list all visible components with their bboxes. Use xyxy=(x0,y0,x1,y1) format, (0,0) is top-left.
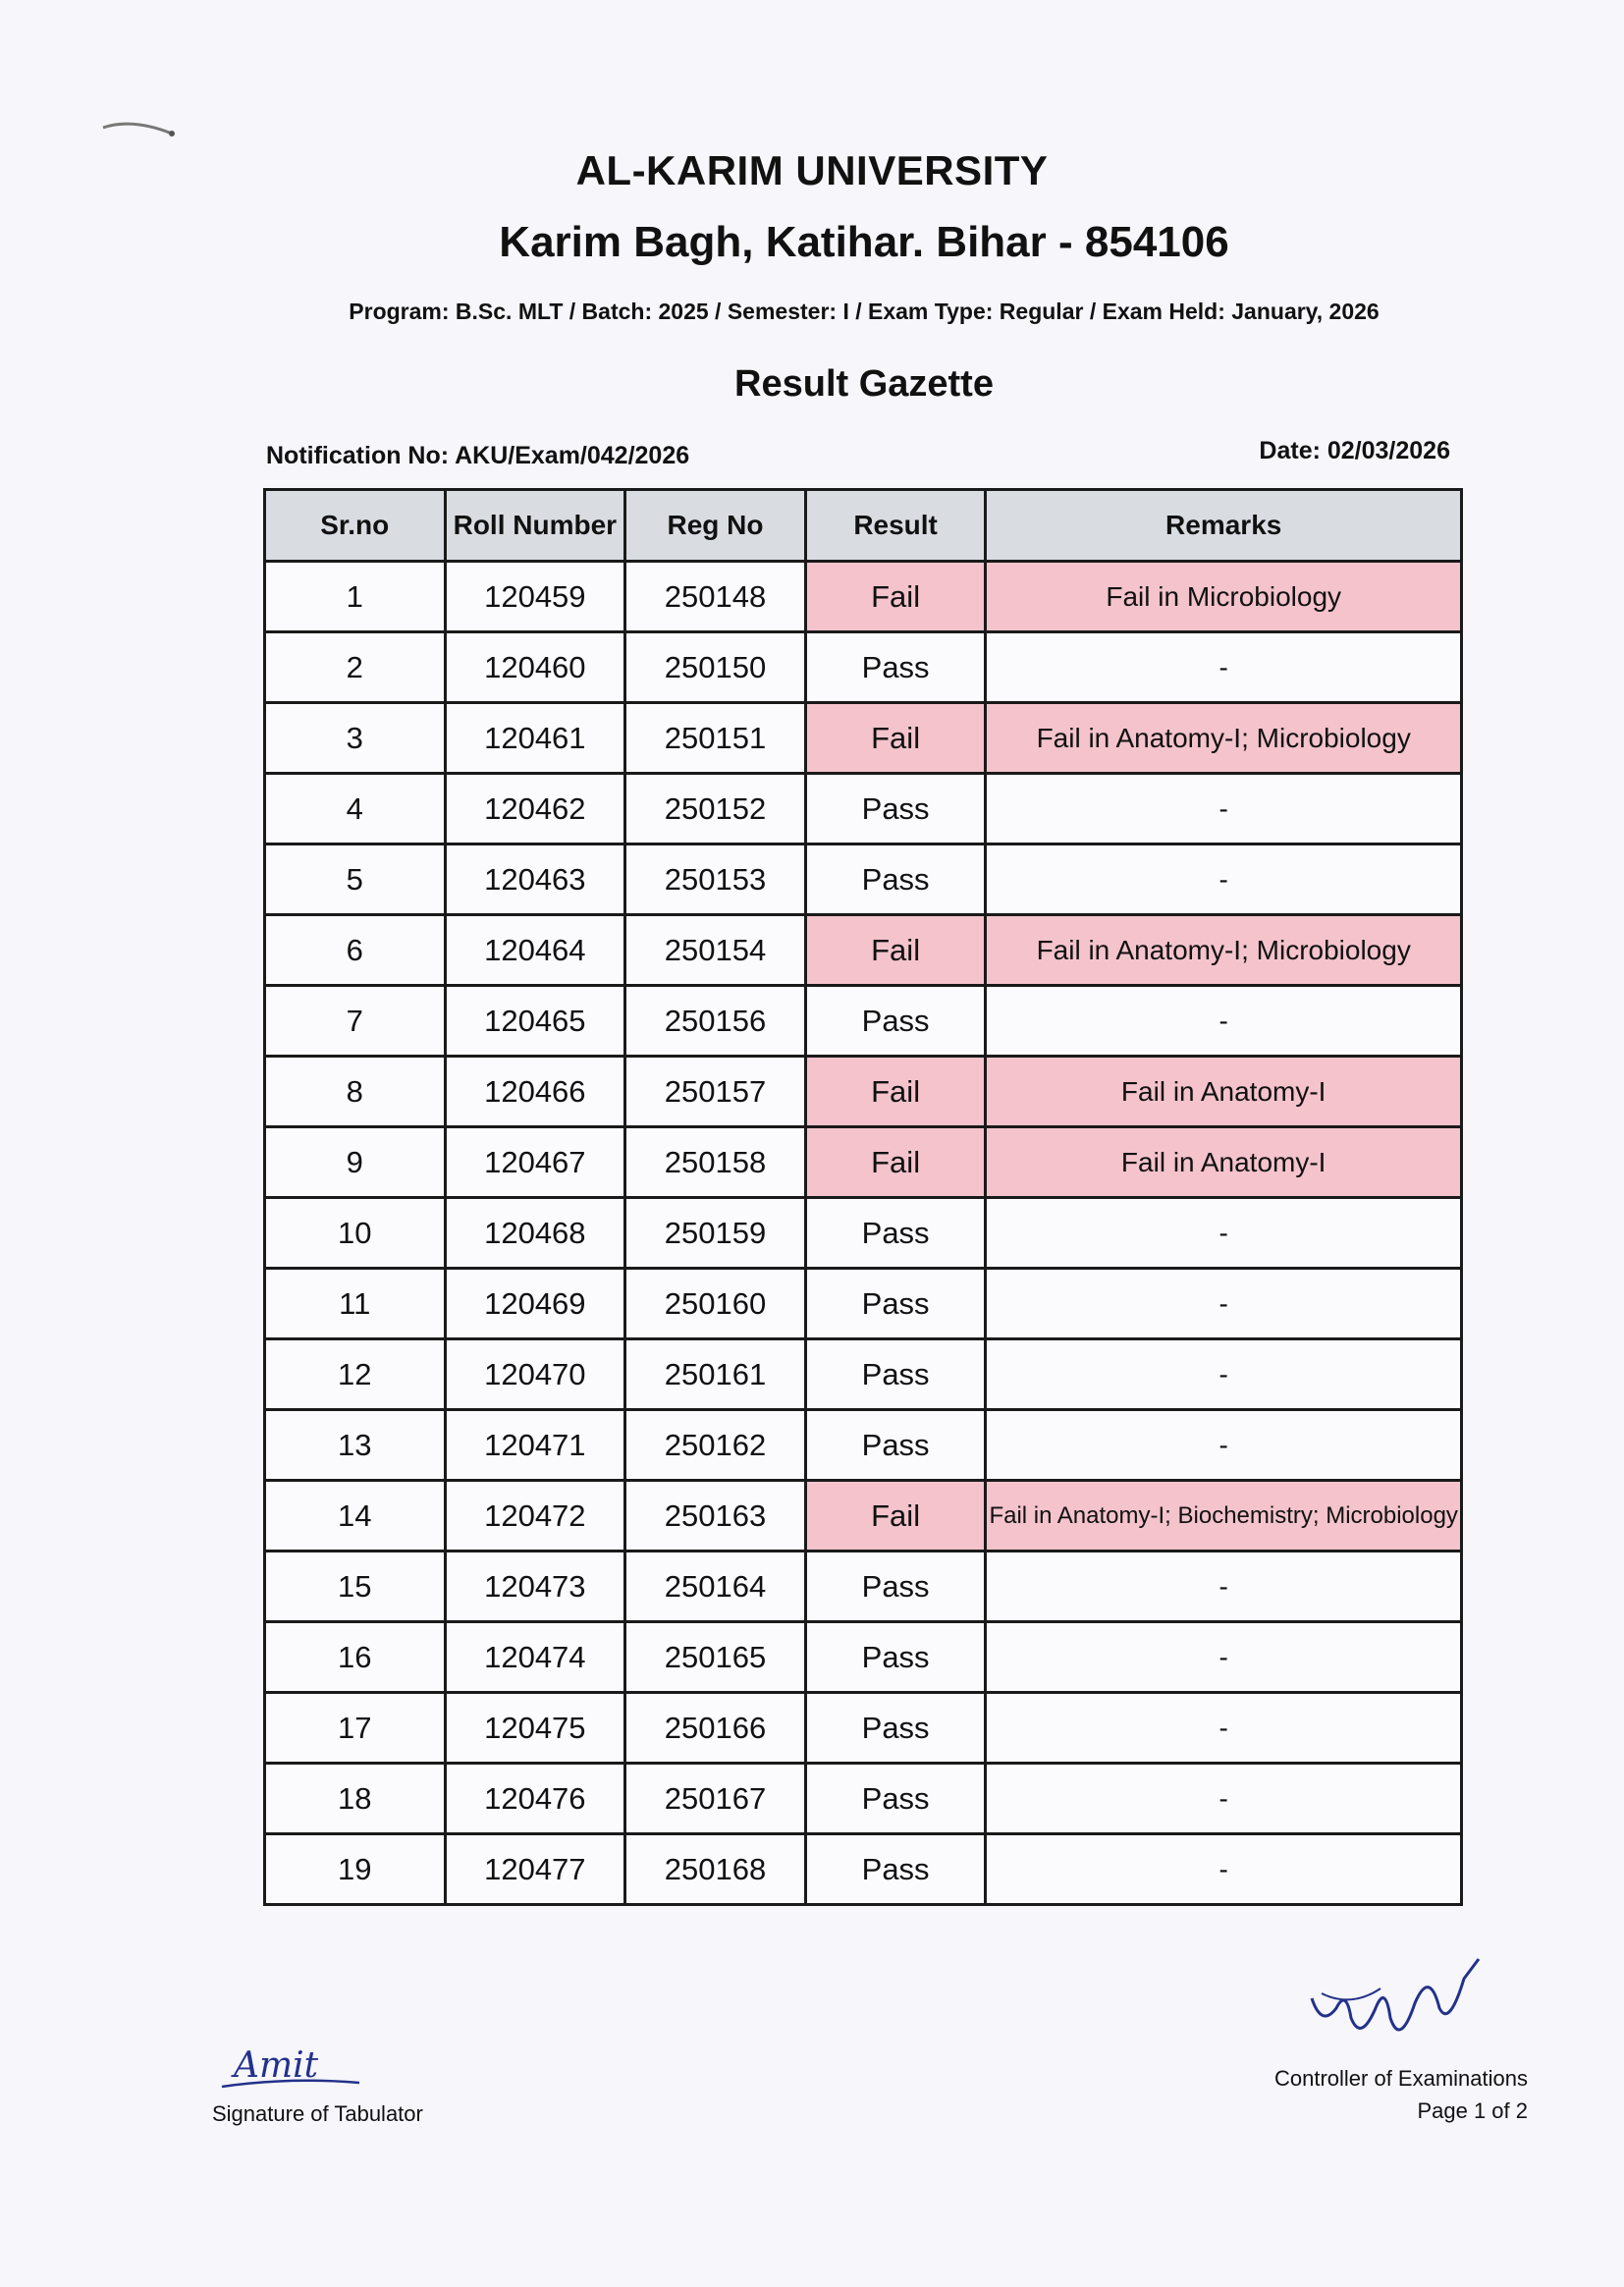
cell-remarks: Fail in Anatomy-I; Biochemistry; Microbiology xyxy=(986,1481,1462,1552)
cell-sr-no: 11 xyxy=(265,1269,446,1339)
cell-result: Pass xyxy=(805,774,986,844)
column-header-remarks: Remarks xyxy=(986,490,1462,562)
table-header-row xyxy=(265,490,1462,562)
cell-remarks: - xyxy=(986,1622,1462,1693)
cell-sr-no: 12 xyxy=(265,1339,446,1410)
cell-sr-no: 16 xyxy=(265,1622,446,1693)
cell-roll-number: 120473 xyxy=(445,1552,625,1622)
cell-result: Pass xyxy=(805,1269,986,1339)
table-row xyxy=(265,774,1462,844)
table-row xyxy=(265,632,1462,703)
cell-sr-no: 5 xyxy=(265,844,446,915)
column-header-reg-no: Reg No xyxy=(625,490,806,562)
table-row xyxy=(265,1622,1462,1693)
cell-roll-number: 120469 xyxy=(445,1269,625,1339)
cell-roll-number: 120471 xyxy=(445,1410,625,1481)
staple-mark-icon xyxy=(93,108,191,147)
table-row xyxy=(265,703,1462,774)
cell-roll-number: 120475 xyxy=(445,1693,625,1764)
controller-signature-block xyxy=(1274,1949,1528,2127)
cell-reg-no: 250167 xyxy=(625,1764,806,1834)
notification-number: Notification No: AKU/Exam/042/2026 xyxy=(266,442,690,469)
table-row xyxy=(265,844,1462,915)
cell-reg-no: 250157 xyxy=(625,1057,806,1127)
cell-reg-no: 250160 xyxy=(625,1269,806,1339)
cell-result: Fail xyxy=(805,1481,986,1552)
cell-reg-no: 250163 xyxy=(625,1481,806,1552)
cell-roll-number: 120476 xyxy=(445,1764,625,1834)
tabulator-signature-block xyxy=(212,2038,423,2127)
document-title: Result Gazette xyxy=(734,363,994,405)
cell-result: Fail xyxy=(805,1127,986,1198)
cell-remarks: Fail in Microbiology xyxy=(986,562,1462,632)
cell-sr-no: 14 xyxy=(265,1481,446,1552)
cell-reg-no: 250150 xyxy=(625,632,806,703)
tabulator-signature xyxy=(212,2038,369,2093)
cell-roll-number: 120461 xyxy=(445,703,625,774)
cell-result: Pass xyxy=(805,1693,986,1764)
cell-reg-no: 250159 xyxy=(625,1198,806,1269)
cell-result: Fail xyxy=(805,915,986,986)
cell-remarks: Fail in Anatomy-I; Microbiology xyxy=(986,915,1462,986)
table-row xyxy=(265,1057,1462,1127)
column-header-result: Result xyxy=(805,490,986,562)
svg-text:Amit: Amit xyxy=(234,2045,319,2086)
table-row xyxy=(265,1693,1462,1764)
cell-sr-no: 6 xyxy=(265,915,446,986)
cell-roll-number: 120463 xyxy=(445,844,625,915)
page-number: Page 1 of 2 xyxy=(1417,2098,1528,2123)
program-details: Program: B.Sc. MLT / Batch: 2025 / Semester: I / Exam Type: Regular / Exam Held: January, 2026 xyxy=(349,299,1380,324)
cell-roll-number: 120459 xyxy=(445,562,625,632)
cell-result: Pass xyxy=(805,1339,986,1410)
table-row xyxy=(265,1198,1462,1269)
university-address: Karim Bagh, Katihar. Bihar - 854106 xyxy=(499,218,1229,266)
cell-roll-number: 120462 xyxy=(445,774,625,844)
cell-sr-no: 19 xyxy=(265,1834,446,1905)
cell-result: Pass xyxy=(805,1552,986,1622)
table-row xyxy=(265,986,1462,1057)
cell-sr-no: 3 xyxy=(265,703,446,774)
cell-remarks: - xyxy=(986,1834,1462,1905)
university-name: AL-KARIM UNIVERSITY xyxy=(575,147,1049,193)
table-row xyxy=(265,1834,1462,1905)
cell-remarks: - xyxy=(986,844,1462,915)
cell-result: Pass xyxy=(805,844,986,915)
cell-sr-no: 4 xyxy=(265,774,446,844)
cell-result: Fail xyxy=(805,1057,986,1127)
cell-remarks: - xyxy=(986,1693,1462,1764)
cell-sr-no: 17 xyxy=(265,1693,446,1764)
cell-sr-no: 10 xyxy=(265,1198,446,1269)
cell-remarks: - xyxy=(986,1552,1462,1622)
cell-reg-no: 250151 xyxy=(625,703,806,774)
cell-roll-number: 120464 xyxy=(445,915,625,986)
cell-roll-number: 120467 xyxy=(445,1127,625,1198)
cell-reg-no: 250166 xyxy=(625,1693,806,1764)
cell-remarks: Fail in Anatomy-I; Microbiology xyxy=(986,703,1462,774)
cell-reg-no: 250153 xyxy=(625,844,806,915)
results-table xyxy=(263,488,1463,1906)
cell-remarks: - xyxy=(986,1764,1462,1834)
cell-roll-number: 120468 xyxy=(445,1198,625,1269)
cell-reg-no: 250148 xyxy=(625,562,806,632)
cell-roll-number: 120470 xyxy=(445,1339,625,1410)
cell-result: Pass xyxy=(805,986,986,1057)
table-row xyxy=(265,1127,1462,1198)
cell-remarks: - xyxy=(986,986,1462,1057)
table-row xyxy=(265,562,1462,632)
cell-result: Pass xyxy=(805,1764,986,1834)
cell-reg-no: 250168 xyxy=(625,1834,806,1905)
document-date: Date: 02/03/2026 xyxy=(1259,437,1450,464)
cell-remarks: - xyxy=(986,1339,1462,1410)
table-row xyxy=(265,1410,1462,1481)
cell-remarks: Fail in Anatomy-I xyxy=(986,1057,1462,1127)
cell-remarks: - xyxy=(986,1269,1462,1339)
cell-result: Pass xyxy=(805,1834,986,1905)
table-row xyxy=(265,915,1462,986)
cell-roll-number: 120460 xyxy=(445,632,625,703)
cell-sr-no: 7 xyxy=(265,986,446,1057)
cell-reg-no: 250154 xyxy=(625,915,806,986)
cell-sr-no: 8 xyxy=(265,1057,446,1127)
cell-remarks: - xyxy=(986,774,1462,844)
cell-roll-number: 120465 xyxy=(445,986,625,1057)
cell-reg-no: 250162 xyxy=(625,1410,806,1481)
cell-result: Fail xyxy=(805,562,986,632)
cell-sr-no: 13 xyxy=(265,1410,446,1481)
cell-remarks: - xyxy=(986,1198,1462,1269)
cell-roll-number: 120472 xyxy=(445,1481,625,1552)
cell-remarks: Fail in Anatomy-I xyxy=(986,1127,1462,1198)
cell-roll-number: 120477 xyxy=(445,1834,625,1905)
cell-result: Pass xyxy=(805,1622,986,1693)
cell-result: Pass xyxy=(805,1410,986,1481)
table-row xyxy=(265,1339,1462,1410)
cell-result: Fail xyxy=(805,703,986,774)
column-header-sr-no: Sr.no xyxy=(265,490,446,562)
controller-signature xyxy=(1292,1949,1489,2057)
cell-remarks: - xyxy=(986,632,1462,703)
cell-reg-no: 250152 xyxy=(625,774,806,844)
table-row xyxy=(265,1764,1462,1834)
column-header-roll-number: Roll Number xyxy=(445,490,625,562)
cell-roll-number: 120466 xyxy=(445,1057,625,1127)
tabulator-label: Signature of Tabulator xyxy=(212,2101,423,2126)
cell-sr-no: 9 xyxy=(265,1127,446,1198)
cell-sr-no: 2 xyxy=(265,632,446,703)
table-row xyxy=(265,1552,1462,1622)
cell-reg-no: 250156 xyxy=(625,986,806,1057)
cell-reg-no: 250165 xyxy=(625,1622,806,1693)
cell-reg-no: 250158 xyxy=(625,1127,806,1198)
cell-result: Pass xyxy=(805,632,986,703)
cell-result: Pass xyxy=(805,1198,986,1269)
cell-sr-no: 15 xyxy=(265,1552,446,1622)
cell-reg-no: 250161 xyxy=(625,1339,806,1410)
table-row xyxy=(265,1481,1462,1552)
table-row xyxy=(265,1269,1462,1339)
cell-roll-number: 120474 xyxy=(445,1622,625,1693)
cell-remarks: - xyxy=(986,1410,1462,1481)
controller-label: Controller of Examinations xyxy=(1273,2066,1528,2091)
cell-sr-no: 18 xyxy=(265,1764,446,1834)
cell-sr-no: 1 xyxy=(265,562,446,632)
cell-reg-no: 250164 xyxy=(625,1552,806,1622)
